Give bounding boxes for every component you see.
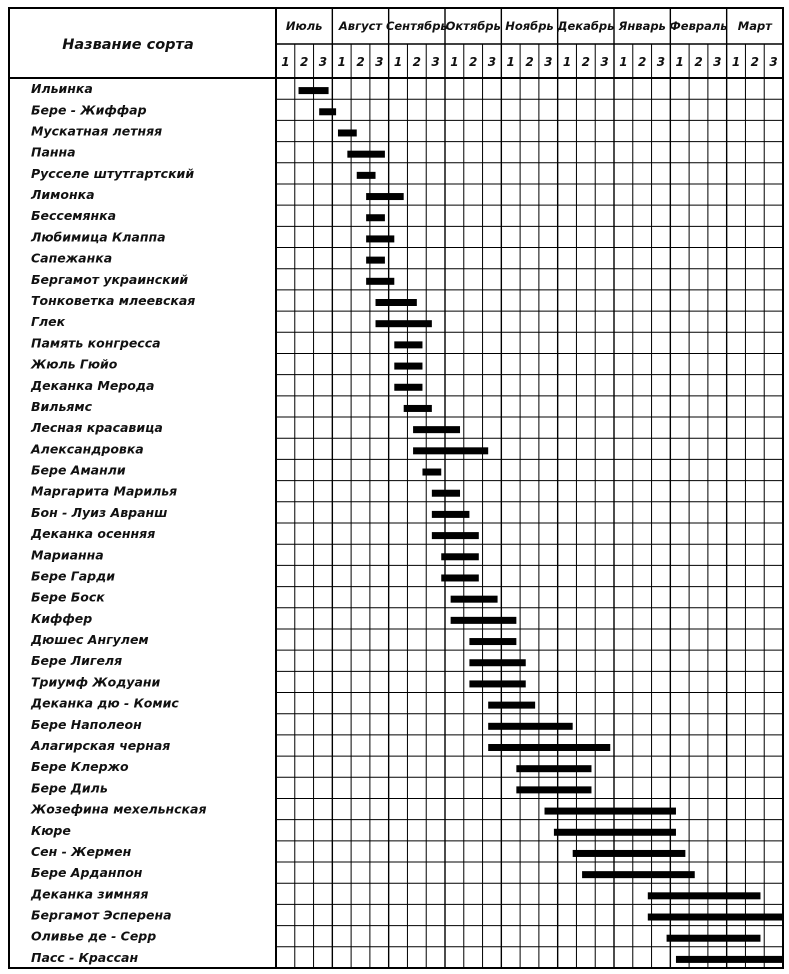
period-bar: [582, 871, 695, 878]
decade-label: 2: [694, 55, 703, 69]
period-bar: [376, 299, 417, 306]
period-bar: [516, 786, 591, 793]
decade-label: 2: [581, 55, 591, 69]
period-bar: [545, 808, 676, 815]
variety-label: Бере - Жиффар: [31, 102, 147, 118]
period-bar: [432, 490, 460, 497]
variety-label: Бергамот украинский: [31, 271, 189, 287]
variety-label: Лесная красавица: [31, 420, 163, 436]
period-bar: [554, 829, 676, 836]
period-bars: [299, 87, 783, 963]
period-bar: [366, 214, 385, 221]
variety-label: Бере Лигеля: [31, 653, 123, 669]
variety-label: Сен - Жермен: [31, 843, 132, 859]
variety-label: Мускатная летняя: [31, 123, 163, 139]
month-label: Июль: [285, 19, 323, 33]
variety-label: Оливье де - Серр: [31, 928, 157, 944]
variety-label: Маргарита Марилья: [31, 483, 178, 499]
period-bar: [516, 765, 591, 772]
month-label: Октябрь: [445, 19, 501, 33]
variety-label: Деканка зимняя: [31, 886, 149, 902]
period-bar: [441, 553, 479, 560]
decade-labels: [281, 55, 778, 69]
variety-label: Киффер: [31, 610, 93, 626]
variety-label: Жозефина мехельнская: [31, 801, 207, 817]
variety-label: Александровка: [31, 441, 144, 457]
period-bar: [366, 278, 394, 285]
month-labels: [286, 19, 773, 33]
period-bar: [432, 511, 470, 518]
variety-label: Деканка Мерода: [31, 377, 155, 393]
period-bar: [451, 596, 498, 603]
period-bar: [573, 850, 686, 857]
period-bar: [404, 405, 432, 412]
period-bar: [319, 108, 336, 115]
decade-label: 3: [544, 55, 553, 69]
variety-label: Бере Гарди: [31, 568, 115, 584]
variety-label: Дюшес Ангулем: [31, 632, 149, 648]
variety-label: Память конгресса: [31, 335, 161, 351]
period-bar: [648, 892, 761, 899]
decade-label: 2: [468, 55, 478, 69]
period-bar: [413, 447, 488, 454]
decade-label: 2: [356, 55, 365, 69]
period-bar: [469, 638, 516, 645]
period-bar: [376, 320, 432, 327]
period-bar: [451, 617, 517, 624]
period-bar: [469, 680, 525, 687]
variety-label: Вильямс: [31, 398, 92, 414]
decade-label: 1: [619, 55, 628, 69]
variety-label: Любимица Клаппа: [31, 229, 166, 245]
month-label: Март: [737, 19, 772, 33]
variety-label: Марианна: [31, 547, 104, 563]
decade-label: 3: [656, 55, 666, 69]
month-label: Декабрь: [557, 19, 615, 33]
variety-label: Бере Клержо: [31, 759, 129, 775]
month-label: Август: [338, 19, 383, 33]
variety-label: Тонковетка млеевская: [31, 293, 196, 308]
variety-label: Бессемянка: [31, 208, 117, 224]
period-bar: [488, 723, 573, 730]
variety-label: Триумф Жодуани: [31, 674, 161, 690]
decade-label: 2: [750, 55, 760, 69]
variety-label: Сапежанка: [31, 250, 113, 266]
variety-label: Лимонка: [31, 187, 95, 203]
period-bar: [676, 956, 783, 963]
variety-label: Бере Боск: [31, 589, 105, 605]
period-bar: [357, 172, 376, 179]
variety-label: Русселе штутгартский: [31, 165, 195, 181]
period-bar: [422, 469, 441, 476]
decade-label: 1: [731, 55, 741, 69]
period-bar: [394, 341, 422, 348]
period-bar: [366, 193, 404, 200]
variety-labels: [30, 81, 207, 965]
period-bar: [299, 87, 329, 94]
decade-label: 1: [562, 55, 572, 69]
variety-label: Панна: [31, 144, 76, 160]
month-label: Сентябрь: [385, 19, 448, 33]
period-bar: [469, 659, 525, 666]
decade-label: 1: [337, 55, 346, 69]
month-label: Январь: [618, 19, 666, 33]
period-bar: [667, 935, 761, 942]
period-bar: [488, 702, 535, 709]
month-label: Февраль: [669, 19, 728, 33]
period-bar: [413, 426, 460, 433]
decade-label: 2: [412, 55, 422, 69]
period-bar: [394, 363, 422, 370]
variety-label: Бергамот Эсперена: [31, 907, 172, 923]
decade-label: 3: [318, 55, 328, 69]
decade-label: 2: [637, 55, 647, 69]
decade-label: 3: [713, 55, 722, 69]
decade-label: 1: [450, 55, 459, 69]
decade-label: 3: [375, 55, 384, 69]
period-bar: [488, 744, 610, 751]
period-bar: [648, 914, 783, 921]
period-bar: [366, 235, 394, 242]
decade-label: 1: [675, 55, 684, 69]
month-label: Ноябрь: [505, 19, 554, 33]
variety-label: Бере Арданпон: [31, 865, 143, 881]
decade-label: 3: [431, 55, 440, 69]
decade-label: 2: [525, 55, 534, 69]
decade-label: 3: [487, 55, 497, 69]
period-bar: [441, 574, 479, 581]
variety-label: Бере Наполеон: [31, 716, 142, 732]
decade-label: 1: [393, 55, 403, 69]
header-label: Название сорта: [62, 37, 194, 53]
period-bar: [366, 257, 385, 264]
decade-label: 2: [299, 55, 309, 69]
period-bar: [394, 384, 422, 391]
decade-label: 3: [769, 55, 778, 69]
decade-label: 3: [600, 55, 609, 69]
variety-label: Деканка дю - Комис: [31, 695, 179, 711]
variety-label: Деканка осенняя: [31, 526, 156, 542]
variety-label: Кюре: [31, 822, 71, 838]
decade-label: 1: [281, 55, 290, 69]
period-bar: [347, 151, 385, 158]
period-bar: [338, 129, 357, 136]
variety-label: Глек: [31, 314, 66, 330]
variety-label: Ильинка: [31, 81, 93, 97]
variety-label: Пасс - Крассан: [31, 949, 139, 965]
variety-label: Бере Аманли: [31, 462, 126, 478]
variety-label: Бон - Луиз Авранш: [31, 504, 168, 520]
variety-label: Алагирская черная: [31, 738, 171, 753]
period-bar: [432, 532, 479, 539]
decade-label: 1: [506, 55, 515, 69]
variety-label: Бере Диль: [31, 780, 108, 796]
variety-label: Жюль Гюйо: [31, 356, 118, 372]
